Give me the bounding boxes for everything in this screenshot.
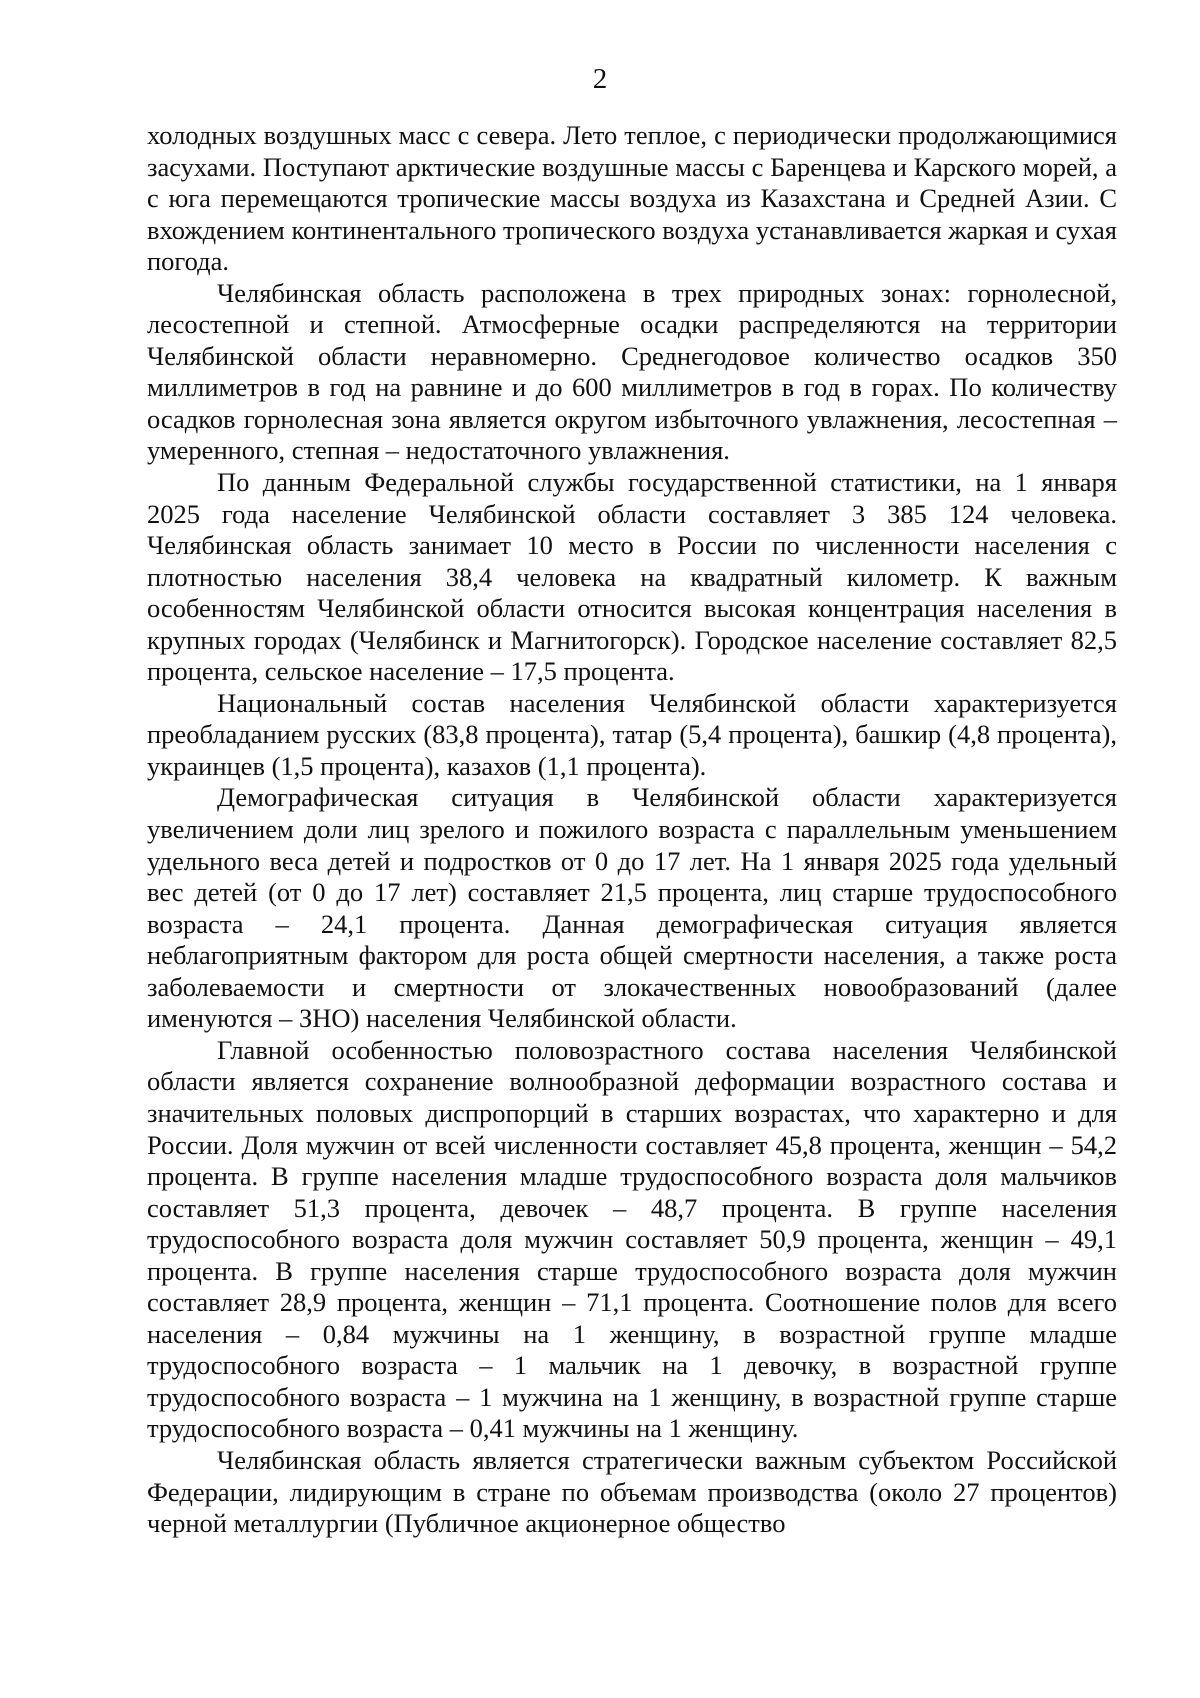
paragraph-metallurgy: Челябинская область является стратегически важным субъектом Российской Федерации, лидирующим в стране по объемам производства (около 27 процентов) черной металлургии (Публичное акционерное общество <box>147 1444 1117 1539</box>
paragraph-sex-age-structure: Главной особенностью половозрастного состава населения Челябинской области является сохранение волнообразной деформации возрастного состава и значительных половых диспропорций в старших возрастах, что характерно и для России. Доля мужчин от всей численности составляет 45,8 процента, женщин – 54,2 процента. В группе населения младше трудоспособного возраста доля мальчиков составляет 51,3 процента, девочек – 48,7 процента. В группе населения трудоспособного возраста доля мужчин составляет 50,9 процента, женщин – 49,1 процента. В группе населения старше трудоспособного возраста доля мужчин составляет 28,9 процента, женщин – 71,1 процента. Соотношение полов для всего населения – 0,84 мужчины на 1 женщину, в возрастной группе младше трудоспособного возраста – 1 мальчик на 1 девочку, в возрастной группе трудоспособного возраста – 1 мужчина на 1 женщину, в возрастной группе старше трудоспособного возраста – 0,41 мужчины на 1 женщину. <box>147 1034 1117 1444</box>
document-body <box>147 120 1117 1540</box>
page-number: 2 <box>592 63 608 95</box>
paragraph-population: По данным Федеральной службы государственной статистики, на 1 января 2025 года население Челябинской области составляет 3 385 124 человека. Челябинская область занимает 10 место в России по численности населения с плотностью населения 38,4 человека на квадратный километр. К важным особенностям Челябинской области относится высокая концентрация населения в крупных городах (Челябинск и Магнитогорск). Городское население составляет 82,5 процента, сельское население – 17,5 процента. <box>147 467 1117 687</box>
paragraph-demographic-situation: Демографическая ситуация в Челябинской области характеризуется увеличением доли лиц зрелого и пожилого возраста с параллельным уменьшением удельного веса детей и подростков от 0 до 17 лет. На 1 января 2025 года удельный вес детей (от 0 до 17 лет) составляет 21,5 процента, лиц старше трудоспособного возраста – 24,1 процента. Данная демографическая ситуация является неблагоприятным фактором для роста общей смертности населения, а также роста заболеваемости и смертности от злокачественных новообразований (далее именуются – ЗНО) населения Челябинской области. <box>147 782 1117 1034</box>
paragraph-ethnic-composition: Национальный состав населения Челябинской области характеризуется преобладанием русских (83,8 процента), татар (5,4 процента), башкир (4,8 процента), украинцев (1,5 процента), казахов (1,1 процента). <box>147 687 1117 781</box>
paragraph-natural-zones: Челябинская область расположена в трех природных зонах: горнолесной, лесостепной и степной. Атмосферные осадки распределяются на территории Челябинской области неравномерно. Среднегодовое количество осадков 350 миллиметров в год на равнине и до 600 миллиметров в год в горах. По количеству осадков горнолесная зона является округом избыточного увлажнения, лесостепная – умеренного, степная – недостаточного увлажнения. <box>147 277 1117 466</box>
paragraph-climate-continuation: холодных воздушных масс с севера. Лето теплое, с периодически продолжающимися засухами. Поступают арктические воздушные массы с Баренцева и Карского морей, а с юга перемещаются тропические массы воздуха из Казахстана и Средней Азии. С вхождением континентального тропического воздуха устанавливается жаркая и сухая погода. <box>147 120 1117 277</box>
